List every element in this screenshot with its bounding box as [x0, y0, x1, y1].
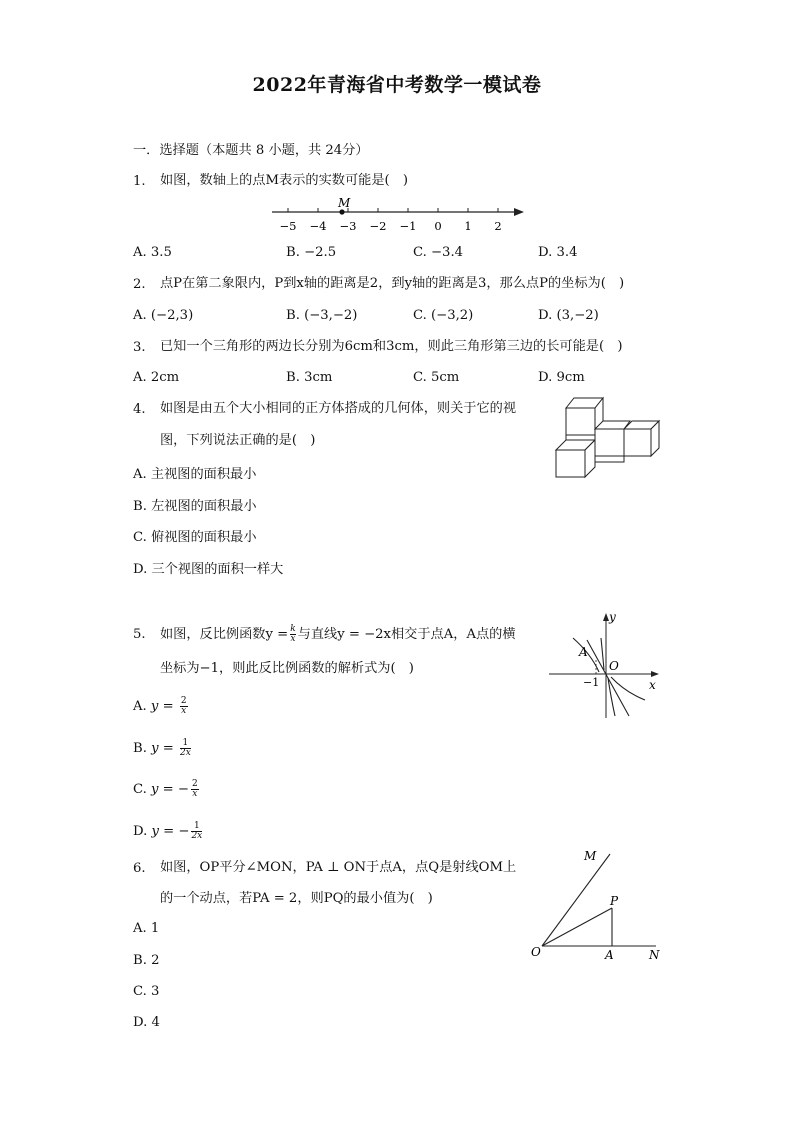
- point-m-label: M: [338, 196, 351, 210]
- q5-option-expr: y =: [151, 741, 178, 756]
- q6-a-label: A: [605, 948, 614, 962]
- q5-text-line1: [160, 625, 516, 644]
- axis-tick-label: 1: [464, 219, 472, 233]
- q6-number: 6.: [133, 861, 146, 876]
- q5-text-a: 如图，反比例函数y =: [160, 627, 289, 642]
- q5-option-letter: B.: [133, 741, 152, 756]
- q6-p-label: P: [610, 894, 619, 908]
- q5-option-expr: y = −: [151, 782, 189, 797]
- q5-option-letter: C.: [133, 782, 152, 797]
- q3-option-d[interactable]: D. 9cm: [538, 370, 585, 385]
- q4-option-c[interactable]: C. 俯视图的面积最小: [133, 530, 257, 545]
- axis-tick-label: 0: [434, 219, 442, 233]
- fraction-denominator: 2x: [179, 748, 191, 758]
- q4-text-line2: 图，下列说法正确的是( ): [160, 433, 316, 448]
- q4-option-a[interactable]: A. 主视图的面积最小: [133, 467, 257, 482]
- axis-tick-label: −5: [279, 219, 297, 233]
- fraction-denominator: x: [192, 789, 198, 799]
- fraction-numerator: 1: [180, 739, 191, 749]
- q5-y-label: y: [609, 610, 616, 624]
- q1-text: 如图，数轴上的点M表示的实数可能是( ): [160, 173, 408, 188]
- q6-option-a[interactable]: A. 1: [133, 921, 160, 936]
- q2-option-b[interactable]: B. (−3,−2): [286, 308, 358, 323]
- fraction-numerator: 1: [191, 822, 202, 832]
- q3-option-c[interactable]: C. 5cm: [413, 370, 460, 385]
- point-m: [339, 209, 344, 214]
- q6-option-c[interactable]: C. 3: [133, 984, 160, 999]
- q6-text-line2: 的一个动点，若PA = 2，则PQ的最小值为( ): [160, 891, 433, 906]
- q1-option-b[interactable]: B. −2.5: [286, 245, 337, 260]
- q5-option-fraction: [191, 822, 202, 841]
- q5-number: 5.: [133, 627, 146, 642]
- q1-number-line: [268, 196, 528, 236]
- q1-option-c[interactable]: C. −3.4: [413, 245, 464, 260]
- q5-option-expr: y =: [150, 699, 178, 714]
- q2-number: 2.: [133, 277, 146, 292]
- q5-point-a-label: A: [579, 645, 588, 659]
- q5-option-letter: A.: [133, 699, 151, 714]
- q5-neg1-label: −1: [583, 676, 600, 689]
- q5-option-a[interactable]: [133, 697, 188, 716]
- q5-option-c[interactable]: [133, 780, 199, 799]
- q5-option-d[interactable]: [133, 822, 202, 841]
- q5-frac-den: x: [290, 634, 296, 644]
- q4-number: 4.: [133, 402, 146, 417]
- q3-option-a[interactable]: A. 2cm: [133, 370, 180, 385]
- q6-option-b[interactable]: B. 2: [133, 953, 160, 968]
- q3-number: 3.: [133, 340, 146, 355]
- fraction-numerator: 2: [180, 696, 187, 706]
- axis-tick-label: 2: [494, 219, 502, 233]
- q5-option-fraction: [180, 739, 191, 758]
- q5-x-label: x: [649, 678, 656, 692]
- q2-text: 点P在第二象限内，P到x轴的距离是2，到y轴的距离是3，那么点P的坐标为( ): [160, 276, 625, 291]
- q3-option-b[interactable]: B. 3cm: [286, 370, 333, 385]
- fraction-denominator: 2x: [191, 831, 203, 841]
- q4-option-b[interactable]: B. 左视图的面积最小: [133, 499, 257, 514]
- q6-text-line1: 如图，OP平分∠MON，PA ⊥ ON于点A，点Q是射线OM上: [160, 860, 517, 875]
- q4-text-line1: 如图是由五个大小相同的正方体搭成的几何体，则关于它的视: [160, 401, 517, 416]
- q6-angle-figure: [528, 846, 668, 964]
- q6-n-label: N: [649, 948, 660, 962]
- q5-text-line2: 坐标为−1，则此反比例函数的解析式为( ): [160, 661, 414, 676]
- q5-option-letter: D.: [133, 824, 152, 839]
- q6-option-d[interactable]: D. 4: [133, 1015, 160, 1030]
- section-heading: 一．选择题（本题共 8 小题，共 24分）: [133, 143, 369, 158]
- q2-option-c[interactable]: C. (−3,2): [413, 308, 474, 323]
- fraction-numerator: 2: [191, 779, 198, 789]
- q1-option-d[interactable]: D. 3.4: [538, 245, 578, 260]
- q6-m-label: M: [584, 849, 597, 863]
- q2-option-a[interactable]: A. (−2,3): [133, 308, 194, 323]
- q3-text: 已知一个三角形的两边长分别为6cm和3cm，则此三角形第三边的长可能是( ): [160, 339, 623, 354]
- q5-graph: [545, 608, 665, 723]
- fraction-denominator: x: [181, 706, 187, 716]
- q6-o-label: O: [531, 945, 541, 959]
- q1-number: 1.: [133, 174, 146, 189]
- q5-option-fraction: [180, 697, 188, 716]
- q5-text-b: 与直线y = −2x相交于点A，A点的横: [297, 627, 516, 642]
- page-title: 2022年青海省中考数学一模试卷: [252, 74, 542, 96]
- q1-option-a[interactable]: A. 3.5: [133, 245, 172, 260]
- axis-tick-label: −1: [399, 219, 417, 233]
- q4-cube-figure: [552, 393, 662, 481]
- q5-option-expr: y = −: [151, 824, 190, 839]
- axis-tick-label: −2: [369, 219, 387, 233]
- q5-fraction: [290, 625, 295, 644]
- q5-option-b[interactable]: [133, 739, 191, 758]
- q5-option-fraction: [191, 780, 199, 799]
- q5-origin-label: O: [609, 659, 619, 673]
- q5-frac-num: k: [290, 624, 296, 634]
- axis-tick-label: −3: [339, 219, 357, 233]
- q2-option-d[interactable]: D. (3,−2): [538, 308, 599, 323]
- q4-option-d[interactable]: D. 三个视图的面积一样大: [133, 562, 284, 577]
- axis-tick-label: −4: [309, 219, 327, 233]
